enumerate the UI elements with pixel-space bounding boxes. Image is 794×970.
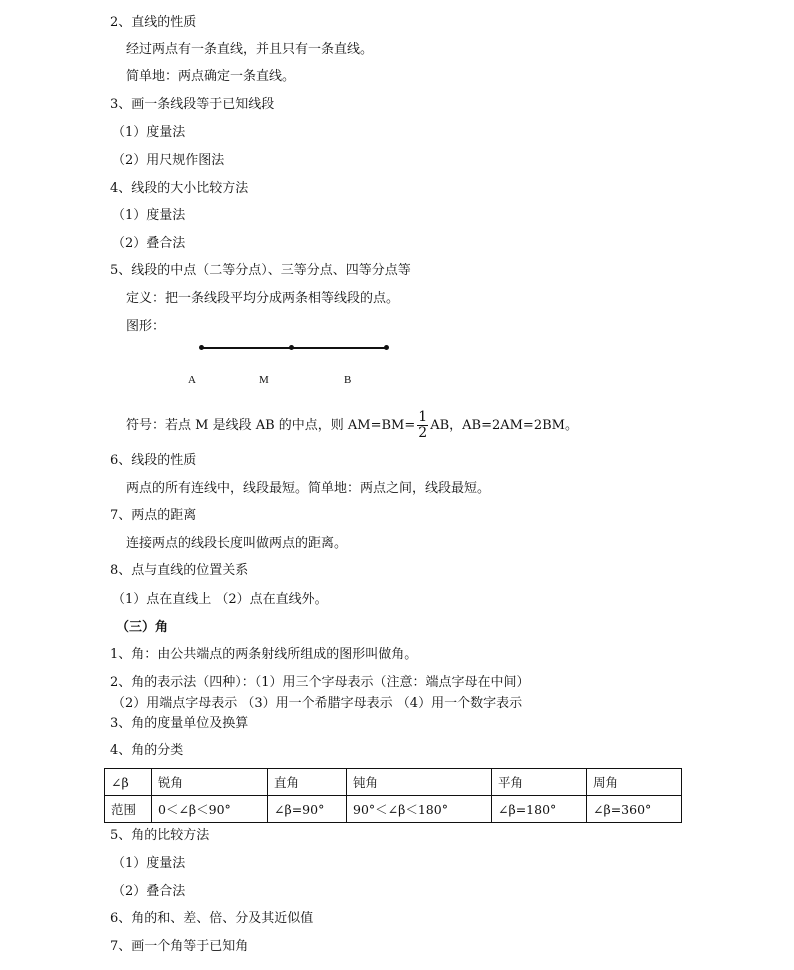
heading-angle-unit: 3、角的度量单位及换算 (110, 716, 249, 731)
symbol-prefix: 符号：若点 M 是线段 AB 的中点，则 AM=BM= (126, 418, 416, 433)
table-cell: ∠β=360° (587, 796, 682, 823)
list-item-measure: （1）度量法 (112, 208, 186, 223)
text-point-line-cases: （1）点在直线上 （2）点在直线外。 (112, 592, 328, 607)
heading-draw-segment: 3、画一条线段等于已知线段 (110, 97, 275, 112)
angle-classification-table (104, 768, 682, 823)
heading-draw-angle: 7、画一个角等于已知角 (110, 939, 249, 954)
fraction-denominator: 2 (418, 425, 428, 441)
list-item-overlap: （2）叠合法 (112, 236, 186, 251)
text-angle-notation-cont: （2）用端点字母表示 （3）用一个希腊字母表示 （4）用一个数字表示 (112, 696, 523, 711)
text-line-property-simple: 简单地：两点确定一条直线。 (126, 69, 296, 84)
table-row (105, 796, 682, 823)
heading-distance: 7、两点的距离 (110, 508, 197, 523)
heading-angle-operations: 6、角的和、差、倍、分及其近似值 (110, 911, 314, 926)
table-header-cell: 钝角 (347, 769, 492, 796)
table-cell: 范围 (105, 796, 152, 823)
point-b-label: B (344, 374, 352, 386)
segment-line (201, 347, 387, 349)
table-header-cell: 直角 (268, 769, 347, 796)
table-header-cell: 锐角 (152, 769, 268, 796)
list-item-measure: （1）度量法 (112, 856, 186, 871)
fraction-numerator: 1 (418, 409, 428, 425)
text-midpoint-definition: 定义：把一条线段平均分成两条相等线段的点。 (126, 291, 400, 306)
symbol-line (126, 410, 578, 441)
point-a-label: A (188, 374, 196, 386)
table-header-cell: ∠β (105, 769, 152, 796)
heading-angle-classification: 4、角的分类 (110, 743, 184, 758)
text-line-property: 经过两点有一条直线，并且只有一条直线。 (126, 42, 374, 57)
table-cell: 0＜∠β＜90° (152, 796, 268, 823)
heading-midpoint: 5、线段的中点（二等分点）、三等分点、四等分点等 (110, 263, 411, 278)
table-header-cell: 平角 (492, 769, 587, 796)
table-header-cell: 周角 (587, 769, 682, 796)
list-item-measure: （1）度量法 (112, 125, 186, 140)
list-item-compass: （2）用尺规作图法 (112, 153, 225, 168)
heading-angle-compare: 5、角的比较方法 (110, 828, 210, 843)
point-m-label: M (259, 374, 269, 386)
table-row (105, 769, 682, 796)
heading-point-line: 8、点与直线的位置关系 (110, 563, 249, 578)
text-angle-definition: 1、角：由公共端点的两条射线所组成的图形叫做角。 (110, 647, 418, 662)
point-m-dot (289, 345, 294, 350)
text-shortest-segment: 两点的所有连线中，线段最短。简单地：两点之间，线段最短。 (126, 481, 491, 496)
heading-segment-property: 6、线段的性质 (110, 453, 197, 468)
table-cell: ∠β=180° (492, 796, 587, 823)
point-a-dot (199, 345, 204, 350)
list-item-overlap: （2）叠合法 (112, 884, 186, 899)
text-distance-definition: 连接两点的线段长度叫做两点的距离。 (126, 536, 348, 551)
text-figure-label: 图形： (126, 319, 166, 334)
text-angle-notation: 2、角的表示法（四种）：（1）用三个字母表示（注意：端点字母在中间） (110, 675, 530, 690)
table-cell: ∠β=90° (268, 796, 347, 823)
point-b-dot (384, 345, 389, 350)
fraction-half (417, 410, 428, 441)
heading-line-property: 2、直线的性质 (110, 15, 197, 30)
symbol-suffix: AB，AB=2AM=2BM。 (430, 418, 578, 433)
section-title-angle: （三）角 (116, 620, 169, 635)
heading-segment-compare: 4、线段的大小比较方法 (110, 181, 249, 196)
table-cell: 90°＜∠β＜180° (347, 796, 492, 823)
